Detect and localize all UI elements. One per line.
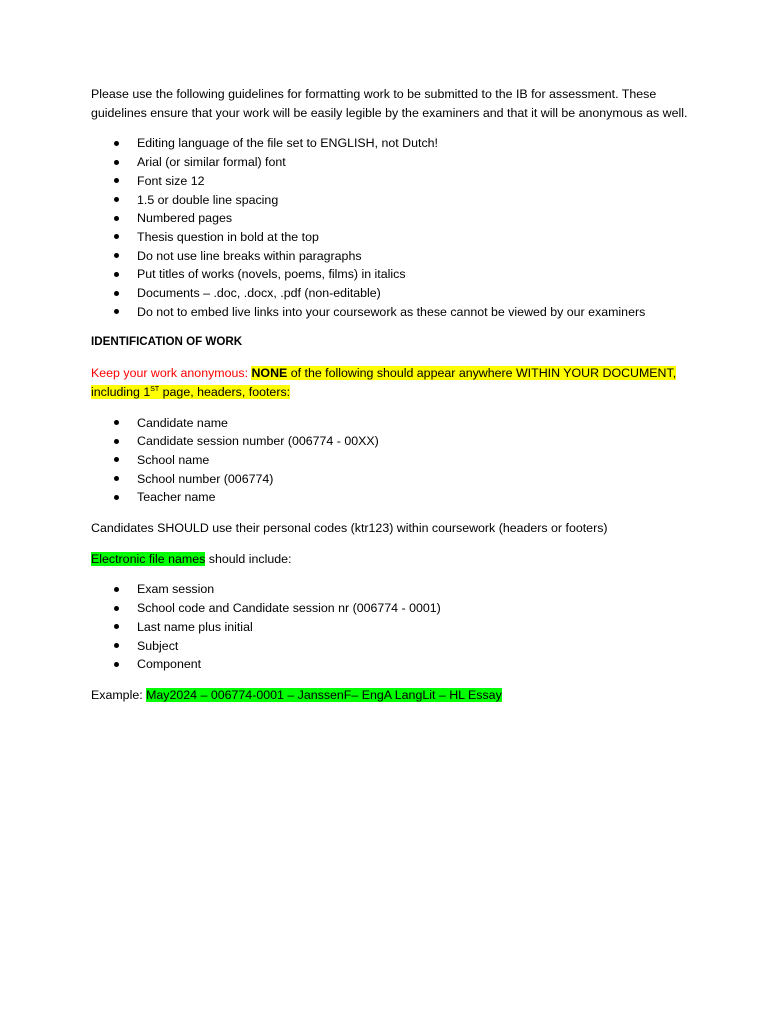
section-heading: IDENTIFICATION OF WORK bbox=[91, 335, 243, 349]
anonymity-lead: Keep your work anonymous: bbox=[91, 366, 252, 381]
file-names-label: Electronic file names bbox=[91, 551, 206, 566]
list-item: School code and Candidate session nr (006774 - 0001) bbox=[91, 599, 691, 618]
list-item: Exam session bbox=[91, 580, 691, 599]
list-item: Arial (or similar formal) font bbox=[91, 153, 691, 172]
list-item: Do not use line breaks within paragraphs bbox=[91, 247, 691, 266]
list-item: 1.5 or double line spacing bbox=[91, 191, 691, 210]
none-emphasis: NONE bbox=[251, 366, 288, 381]
list-item: Thesis question in bold at the top bbox=[91, 228, 691, 247]
list-item: Do not to embed live links into your coursework as these cannot be viewed by our examiners bbox=[91, 303, 691, 322]
formatting-guidelines-list bbox=[91, 134, 691, 321]
superscript-st: ST bbox=[150, 385, 160, 393]
list-item: Component bbox=[91, 655, 691, 674]
personal-codes-note: Candidates SHOULD use their personal codes (ktr123) within coursework (headers or footers) bbox=[91, 521, 608, 536]
anonymity-items-list bbox=[91, 414, 691, 508]
document-body bbox=[91, 85, 691, 705]
file-names-intro bbox=[91, 550, 691, 569]
list-item: Candidate name bbox=[91, 414, 691, 433]
file-names-tail: should include: bbox=[205, 551, 292, 566]
list-item: Teacher name bbox=[91, 488, 691, 507]
file-name-example bbox=[91, 686, 691, 705]
list-item: Subject bbox=[91, 637, 691, 656]
list-item: Font size 12 bbox=[91, 172, 691, 191]
example-value: May2024 – 006774-0001 – JanssenF– EngA LangLit – HL Essay bbox=[146, 687, 502, 702]
list-item: Documents – .doc, .docx, .pdf (non-editable) bbox=[91, 284, 691, 303]
list-item: Numbered pages bbox=[91, 209, 691, 228]
file-name-components-list bbox=[91, 580, 691, 674]
list-item: Last name plus initial bbox=[91, 618, 691, 637]
anonymity-middle: of the following should appear anywhere WITHIN YOUR DOCUMENT, including 1 bbox=[91, 366, 677, 399]
list-item: School number (006774) bbox=[91, 470, 691, 489]
anonymity-tail: page, headers, footers: bbox=[159, 384, 291, 399]
intro-paragraph: Please use the following guidelines for formatting work to be submitted to the IB for assessment. These guidelines ensure that your work will be easily legible by the examiners and that it will be anonymous as well. bbox=[91, 87, 688, 120]
list-item: Candidate session number (006774 - 00XX) bbox=[91, 432, 691, 451]
example-label: Example: bbox=[91, 687, 147, 702]
list-item: School name bbox=[91, 451, 691, 470]
list-item: Editing language of the file set to ENGLISH, not Dutch! bbox=[91, 134, 691, 153]
anonymity-instruction bbox=[91, 364, 691, 401]
list-item: Put titles of works (novels, poems, films) in italics bbox=[91, 265, 691, 284]
